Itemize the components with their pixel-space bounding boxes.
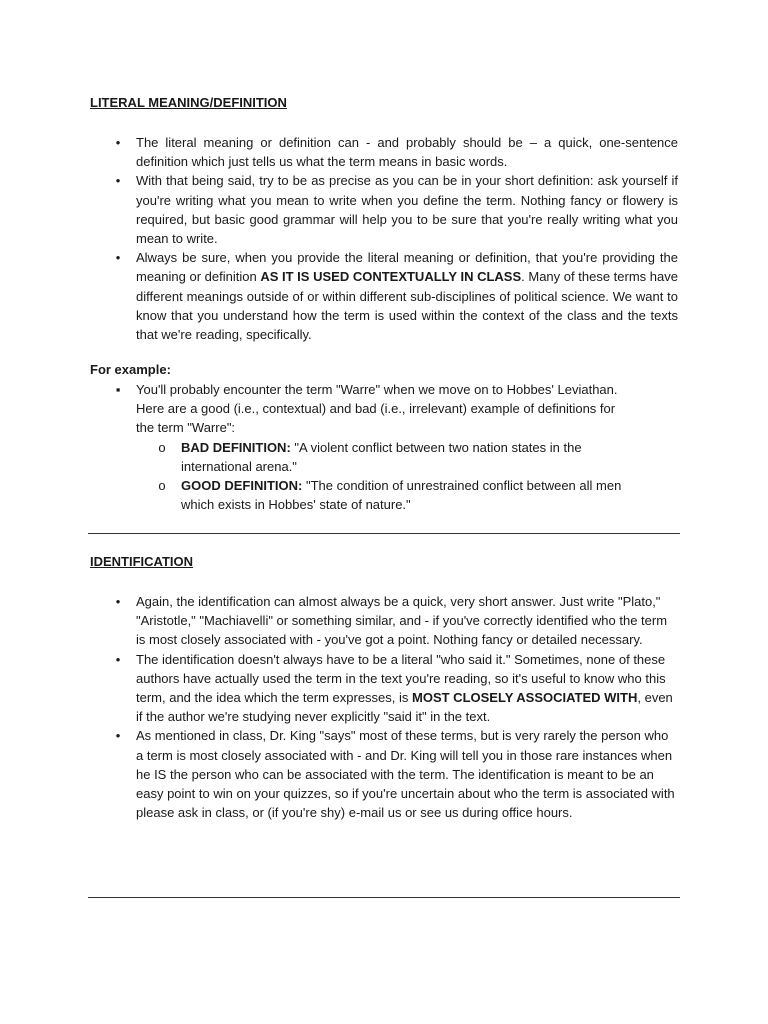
list-item-text: . Many of these terms have different meanings outside of or within different sub-disciplines of political science. We want to know that you understand how the term is used within the context of the class and the texts that we're reading, specifically. [136, 269, 678, 343]
good-definition-label: GOOD DEFINITION: [181, 478, 303, 494]
literal-meaning-bullet-list [0, 133, 768, 344]
section-heading-literal-meaning: LITERAL MEANING/DEFINITION [90, 95, 287, 110]
square-bullet-marker: ▪ [115, 382, 121, 397]
bullet-marker: • [115, 135, 121, 150]
list-item-text: Always be sure, when you provide the literal meaning or definition, that you're providing the meaning or definition [136, 250, 678, 285]
horizontal-divider [88, 533, 680, 534]
list-item [0, 592, 678, 650]
list-item [0, 650, 678, 727]
sub-list-item-bad-definition [0, 438, 651, 476]
list-item-text: As mentioned in class, Dr. King "says" most of these terms, but is very rarely the person who a term is most closely associated with - and Dr. King will tell you in those rare instances when he IS the person who can be associated with the term. The identification is meant to be an easy point to win on your quizzes, so if you're uncertain about who the term is associated with please ask in class, or (if you're shy) e-mail us or see us during office hours. [136, 728, 675, 821]
list-item-text: The identification doesn't always have to be a literal "who said it." Sometimes, none of these authors have actually used the term in the text you're reading, so it's useful to know who this term, and the idea which the term expresses, is [136, 651, 666, 706]
list-item-text: The literal meaning or definition can - and probably should be – a quick, one-sentence definition which just tells us what the term means in basic words. [136, 135, 678, 170]
section-heading-identification: IDENTIFICATION [90, 554, 194, 569]
bullet-marker: • [115, 173, 121, 189]
bullet-marker: • [115, 250, 121, 266]
list-item [0, 248, 678, 344]
example-label: For example: [90, 362, 171, 377]
list-item-text: With that being said, try to be as precise as you can be in your short definition: ask yourself if you're writing what you mean to write when you define the term. Nothing fancy or flowery is required, but basic good grammar will help you to be sure that you're really writing what you mean to write. [136, 173, 678, 247]
list-item-text: You'll probably encounter the term "Warre" when we move on to Hobbes' Leviathan. Here are a good (i.e., contextual) and bad (i.e., irrelevant) example of definitions for the term "Warre": [136, 382, 618, 436]
identification-bullet-list [0, 592, 768, 822]
list-item-text: Again, the identification can almost always be a quick, very short answer. Just write "Plato," "Aristotle," "Machiavelli" or something similar, and - if you've correctly identified who the term is most closely associated with - you've got a point. Nothing fancy or detailed necessary. [136, 594, 668, 648]
emphasis-text: MOST CLOSELY ASSOCIATED WITH [412, 690, 638, 706]
list-item [0, 171, 678, 248]
emphasis-text: AS IT IS USED CONTEXTUALLY IN CLASS [260, 269, 522, 285]
bullet-marker: • [115, 594, 121, 609]
bullet-marker: • [115, 728, 121, 744]
list-item [0, 380, 626, 438]
horizontal-divider [88, 897, 680, 898]
bad-definition-label: BAD DEFINITION: [181, 439, 291, 455]
bad-definition-text: "A violent conflict between two nation states in the international arena." [181, 439, 582, 474]
good-definition-text: "The condition of unrestrained conflict between all men which exists in Hobbes' state of nature." [181, 478, 622, 513]
list-item [0, 133, 678, 171]
bullet-marker: • [115, 651, 121, 667]
sub-list-item-good-definition [0, 476, 651, 514]
list-item [0, 726, 678, 822]
example-list [0, 380, 768, 514]
circle-bullet-marker: o [158, 478, 166, 494]
list-item-text: , even if the author we're studying never explicitly "said it" in the text. [136, 690, 673, 725]
circle-bullet-marker: o [158, 439, 166, 455]
